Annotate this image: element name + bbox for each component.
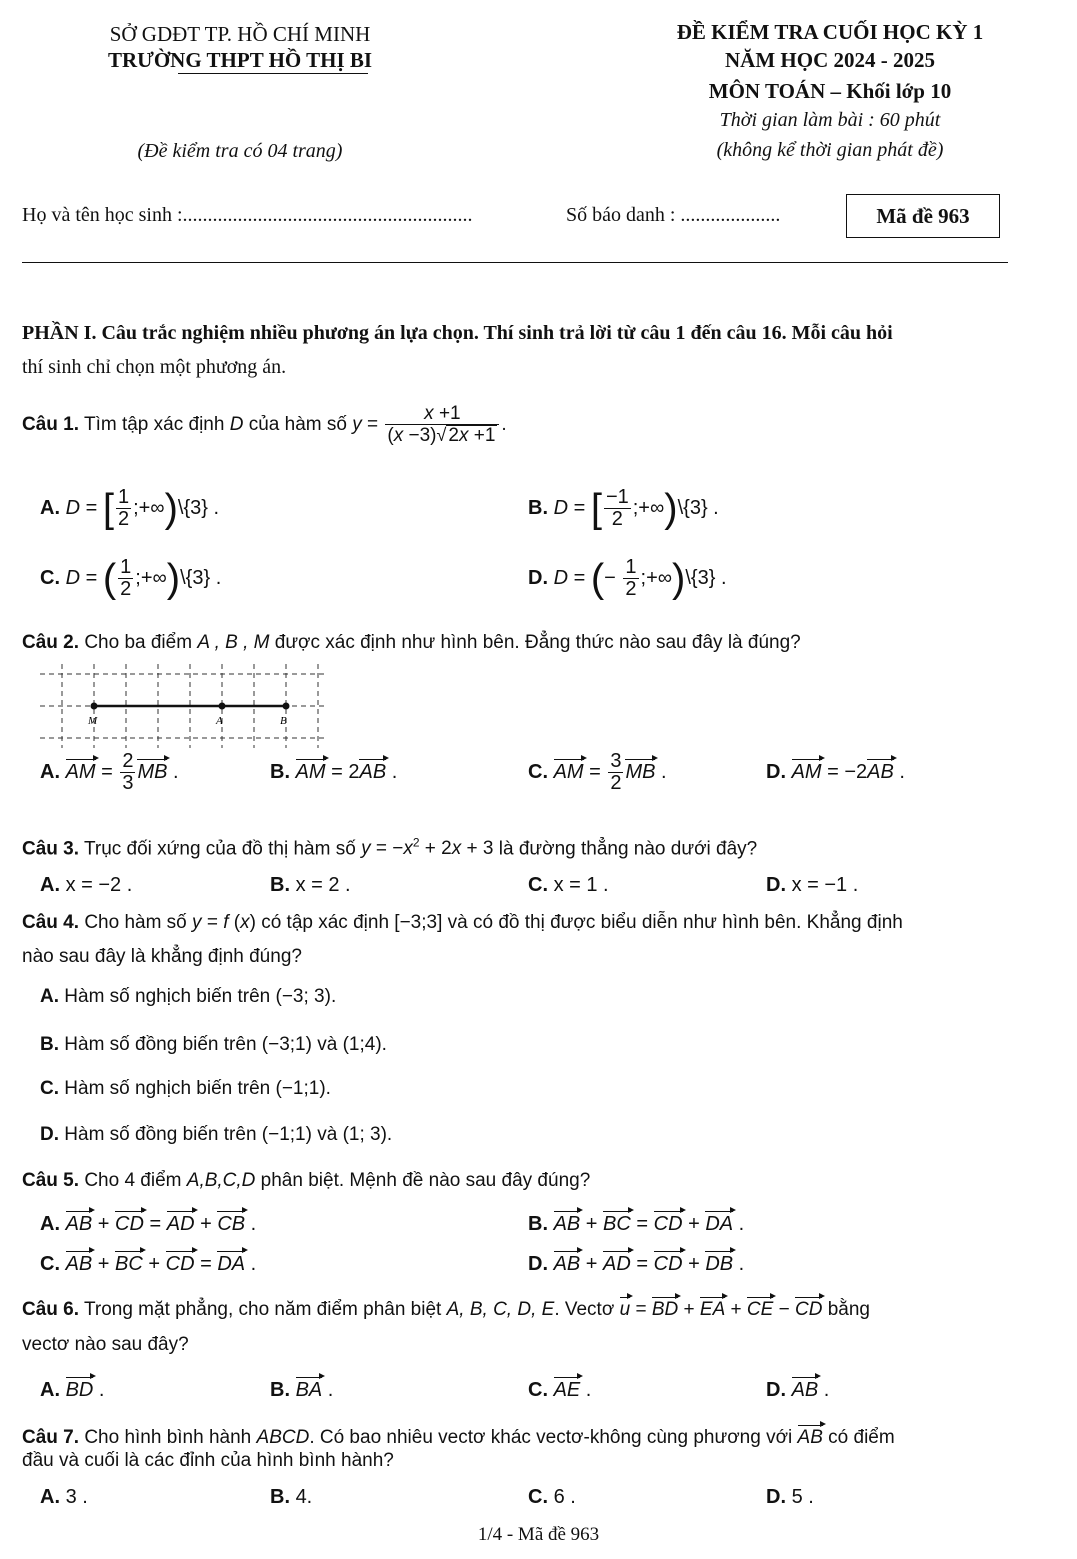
question-1 — [22, 395, 507, 455]
q1-option-c[interactable]: C. D = ( $\frac{1}{2}$ ;+∞)\{3} . — [40, 556, 222, 601]
q3-label: Câu 3. — [22, 838, 80, 860]
opt-label: D. — [528, 567, 548, 589]
q4-option-d[interactable] — [40, 1124, 392, 1146]
q1-label: Câu 1. — [22, 414, 80, 435]
opt-label: D. — [766, 1379, 786, 1401]
q3-option-c[interactable] — [528, 874, 609, 897]
subject: MÔN TOÁN – Khối lớp 10 — [708, 79, 952, 103]
question-7: Câu 7. Cho hình bình hành ABCD. Có bao nhiêu vectơ khác vectơ-không cùng phương với AB có điểm — [22, 1424, 895, 1449]
q2-option-c[interactable]: C. AM = $\frac{3}{2}$ MB . — [528, 750, 667, 795]
opt-label: B. — [528, 1213, 548, 1235]
q3-option-d[interactable] — [766, 874, 858, 897]
q7-shape: ABCD — [256, 1427, 310, 1448]
q7-label: Câu 7. — [22, 1427, 80, 1448]
point-m — [91, 703, 98, 710]
opt-label: A. — [40, 874, 60, 896]
q3-text: Trục đối xứng của đồ thị hàm số — [83, 838, 356, 860]
opt-label: D. — [766, 761, 786, 783]
q1-text2: của hàm số — [248, 414, 347, 435]
q2-option-b[interactable]: B. AM = 2AB . — [270, 744, 397, 800]
q7-text2: . Có bao nhiêu vectơ khác vectơ-không cùng phương với — [309, 1427, 793, 1448]
opt-label: A. — [40, 1213, 60, 1235]
opt-label: D. — [40, 1124, 59, 1145]
opt-label: C. — [40, 1078, 59, 1099]
q2-option-a[interactable]: A. AM = $\frac{2}{3}$ MB . — [40, 750, 179, 795]
section-title-line2: thí sinh chỉ chọn một phương án. — [22, 356, 287, 378]
opt-label: B. — [528, 497, 548, 519]
q6-label: Câu 6. — [22, 1299, 80, 1320]
pages-note: (Đề kiểm tra có 04 trang) — [137, 140, 343, 162]
opt-label: B. — [270, 761, 290, 783]
q5-text2: phân biệt. Mệnh đề nào sau đây đúng? — [260, 1170, 591, 1191]
opt-label: A. — [40, 1379, 60, 1401]
q1-d: D — [229, 414, 244, 435]
q1-text: Tìm tập xác định — [83, 414, 225, 435]
opt-label: B. — [270, 1486, 290, 1508]
exam-code-box: Mã đề 963 — [846, 194, 1000, 238]
q7-option-b[interactable] — [270, 1486, 312, 1509]
q6-text: Trong mặt phẳng, cho năm điểm phân biệt — [83, 1299, 442, 1320]
q6-option-c[interactable]: C. AE . — [528, 1376, 591, 1402]
question-3: Câu 3. Trục đối xứng của đồ thị hàm số $y = -x^2 + 2x + 3$ là đường thẳng nào dưới đây? — [22, 836, 758, 860]
opt-label: C. — [528, 761, 548, 783]
q5-points: A,B,C,D — [186, 1170, 256, 1191]
q3-option-a[interactable] — [40, 874, 132, 897]
q6-option-a[interactable]: A. BD . — [40, 1376, 104, 1402]
q2-label: Câu 2. — [22, 632, 80, 653]
q4-option-b[interactable] — [40, 1034, 387, 1056]
q5-text: Cho 4 điểm — [84, 1170, 182, 1191]
question-4: Câu 4. Cho hàm số y = f (x) có tập xác định [−3;3] và có đồ thị được biểu diễn như hình bên. Khẳng định — [22, 912, 903, 933]
q4-d-text: Hàm số đồng biến trên (−1;1) và (1; 3). — [64, 1124, 393, 1145]
question-6: Câu 6. Trong mặt phẳng, cho năm điểm phân biệt A, B, C, D, E. Vectơ u = BD + EA + CE − CD bằng — [22, 1296, 870, 1321]
q4-text4: nào sau đây là khẳng định đúng? — [22, 946, 302, 967]
school-year: NĂM HỌC 2024 - 2025 — [725, 48, 935, 72]
student-name-field: Họ và tên học sinh :.......................................................... — [22, 204, 473, 226]
q7-option-d[interactable] — [766, 1486, 814, 1509]
q5-option-c[interactable]: C. AB + BC + CD = DA . — [40, 1250, 256, 1276]
label-a: A — [216, 715, 223, 727]
opt-label: D. — [766, 1486, 786, 1508]
q1-function: y = $\frac{x +1}{(x -3)√ 2x +1}$ . — [352, 402, 507, 446]
q4-b-text: Hàm số đồng biến trên (−3;1) và (1;4). — [64, 1034, 387, 1055]
q7-option-c[interactable] — [528, 1486, 576, 1509]
opt-label: C. — [40, 567, 60, 589]
q5-option-b[interactable]: B. AB + BC = CD + DA . — [528, 1210, 744, 1236]
point-a — [219, 703, 226, 710]
q1-option-a[interactable]: A. D = [ $\frac{1}{2}$ ;+∞)\{3} . — [40, 486, 220, 531]
opt-label: C. — [40, 1253, 60, 1275]
q2-text2: được xác định như hình bên. Đẳng thức nào sau đây là đúng? — [274, 632, 801, 653]
opt-label: C. — [528, 1486, 548, 1508]
opt-label: C. — [528, 874, 548, 896]
q5-label: Câu 5. — [22, 1170, 80, 1191]
opt-label: B. — [40, 1034, 59, 1055]
q7-text3: có điểm — [828, 1427, 895, 1448]
q7-text4: đầu và cuối là các đỉnh của hình bình hành? — [22, 1450, 394, 1471]
q3-d-text: x = −1 . — [791, 874, 859, 896]
q3-text2: là đường thẳng nào dưới đây? — [498, 838, 758, 860]
opt-label: A. — [40, 761, 60, 783]
q2-text: Cho ba điểm — [84, 632, 193, 653]
q4-option-a[interactable] — [40, 986, 336, 1008]
q4-option-c[interactable] — [40, 1078, 331, 1100]
school-underline — [178, 73, 368, 74]
q3-c-text: x = 1 . — [553, 874, 609, 896]
q7-option-a[interactable] — [40, 1486, 88, 1509]
q4-label: Câu 4. — [22, 912, 80, 933]
opt-label: D. — [528, 1253, 548, 1275]
q7-d-text: 5 . — [791, 1486, 814, 1508]
question-2: Câu 2. Cho ba điểm A , B , M được xác định như hình bên. Đẳng thức nào sau đây là đúng? — [22, 632, 801, 653]
page-footer: 1/4 - Mã đề 963 — [477, 1524, 600, 1545]
q2-grid-figure — [40, 664, 330, 748]
q4-text: Cho hàm số — [84, 912, 187, 933]
opt-label: D. — [766, 874, 786, 896]
q3-a-text: x = −2 . — [65, 874, 133, 896]
q1-option-d[interactable]: D. D = (− $\frac{1}{2}$ ;+∞)\{3} . — [528, 556, 727, 601]
opt-label: A. — [40, 497, 60, 519]
q4-a-text: Hàm số nghịch biến trên (−3; 3). — [64, 986, 337, 1007]
school-name: TRƯỜNG THPT HỒ THỊ BI — [107, 48, 373, 72]
q5-option-a[interactable]: A. AB + CD = AD + CB . — [40, 1210, 256, 1236]
q4-text2: có tập xác định — [261, 912, 390, 933]
q5-option-d[interactable]: D. AB + AD = CD + DB . — [528, 1250, 744, 1276]
opt-label: A. — [40, 986, 59, 1007]
q6-text2: . Vectơ — [554, 1299, 615, 1320]
q6-option-b[interactable]: B. BA . — [270, 1376, 333, 1402]
time-limit: Thời gian làm bài : 60 phút — [719, 109, 941, 131]
time-note: (không kể thời gian phát đề) — [716, 139, 944, 161]
question-5 — [22, 1170, 590, 1192]
q7-c-text: 6 . — [553, 1486, 576, 1508]
q7-text: Cho hình bình hành — [84, 1427, 252, 1448]
q7-a-text: 3 . — [65, 1486, 88, 1508]
q6-option-d[interactable]: D. AB . — [766, 1376, 829, 1402]
q3-b-text: x = 2 . — [295, 874, 351, 896]
opt-label: B. — [270, 874, 290, 896]
q3-option-b[interactable] — [270, 874, 351, 897]
q6-text4: vectơ nào sau đây? — [22, 1334, 189, 1355]
q1-option-b[interactable]: B. D = [ $\frac{-1}{2}$ ;+∞)\{3} . — [528, 486, 719, 531]
department: SỞ GDĐT TP. HỒ CHÍ MINH — [109, 22, 371, 46]
opt-label: B. — [270, 1379, 290, 1401]
q4-c-text: Hàm số nghịch biến trên (−1;1). — [64, 1078, 331, 1099]
opt-label: A. — [40, 1486, 60, 1508]
section-title: PHẦN I. Câu trắc nghiệm nhiều phương án lựa chọn. Thí sinh trả lời từ câu 1 đến câu 16. Mỗi câu hỏi — [22, 322, 893, 344]
opt-label: C. — [528, 1379, 548, 1401]
q2-option-d[interactable]: D. AM = −2AB . — [766, 744, 905, 800]
q6-points: A, B, C, D, E — [446, 1299, 555, 1320]
point-b — [283, 703, 290, 710]
q4-text3: và có đồ thị được biểu diễn như hình bên. Khẳng định — [447, 912, 903, 933]
q6-text3: bằng — [827, 1299, 870, 1320]
exam-title: ĐỀ KIỂM TRA CUỐI HỌC KỲ 1 — [676, 20, 984, 44]
label-m: M — [88, 715, 98, 727]
label-b: B — [280, 715, 287, 727]
q7-b-text: 4. — [295, 1486, 313, 1508]
header-divider — [22, 262, 1008, 263]
student-id-field: Số báo danh : .................... — [566, 204, 781, 226]
